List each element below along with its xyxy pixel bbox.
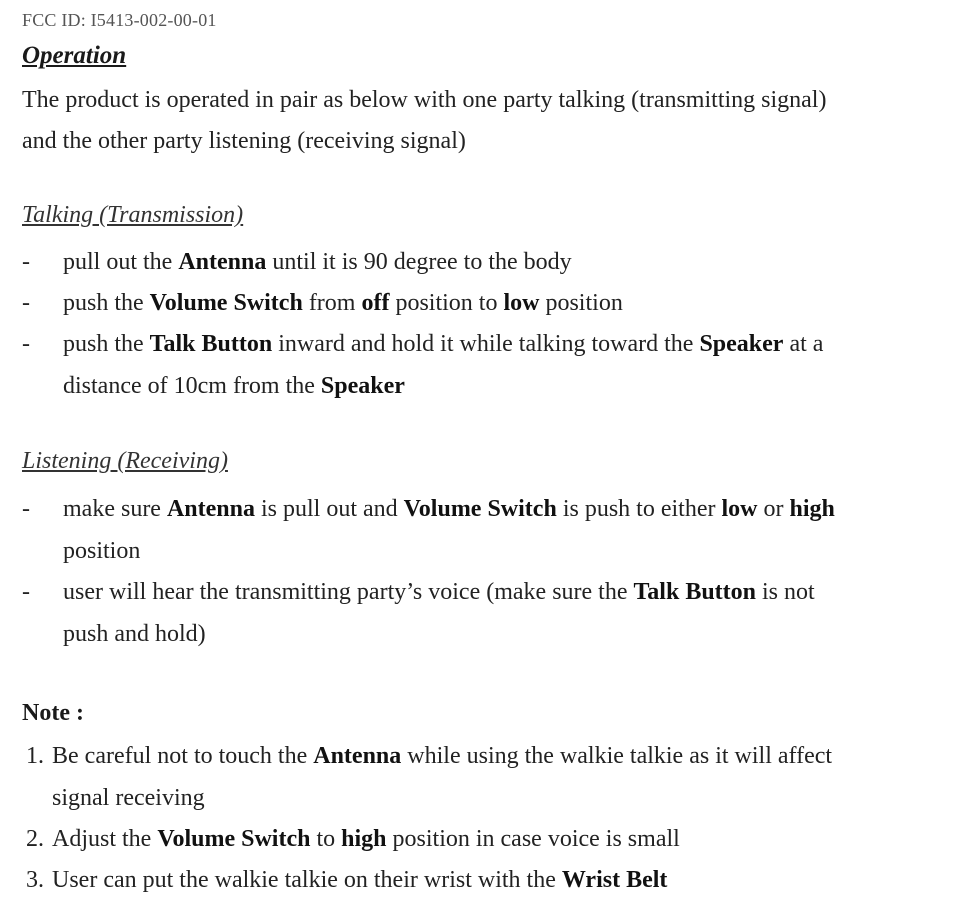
subsection-title-talking: Talking (Transmission) — [22, 202, 244, 228]
bullet-dash: - — [22, 249, 30, 275]
note-text: Be careful not to touch the Antenna while using the walkie talkie as it will affect signal receiving — [52, 743, 833, 811]
bullet-text: push the Talk Button inward and hold it while talking toward the Speaker at a distance of 10cm from the Speaker — [63, 331, 824, 399]
talking-bullet-3 — [22, 323, 952, 407]
section-title-operation: Operation — [22, 42, 127, 69]
bullet-text: user will hear the transmitting party’s voice (make sure the Talk Button is not push and hold) — [63, 579, 815, 647]
talking-bullet-2 — [22, 282, 952, 324]
fcc-id-label: FCC ID: I5413-002-00-01 — [22, 10, 217, 30]
note-item-1 — [26, 735, 952, 819]
bullet-dash: - — [22, 331, 30, 357]
intro-line-2: and the other party listening (receiving signal) — [22, 128, 466, 154]
note-number: 1. — [26, 743, 44, 769]
bullet-text: pull out the Antenna until it is 90 degree to the body — [63, 249, 572, 275]
bullet-dash: - — [22, 290, 30, 316]
listening-bullet-2 — [22, 571, 952, 655]
subsection-title-listening: Listening (Receiving) — [22, 448, 228, 474]
note-item-2 — [26, 818, 952, 860]
listening-bullet-1 — [22, 488, 952, 572]
note-item-3 — [26, 859, 952, 901]
talking-bullet-1 — [22, 241, 952, 283]
note-text: Adjust the Volume Switch to high position in case voice is small — [52, 826, 680, 852]
bullet-text: push the Volume Switch from off position to low position — [63, 290, 623, 316]
bullet-text: make sure Antenna is pull out and Volume Switch is push to either low or high position — [63, 496, 835, 564]
bullet-dash: - — [22, 579, 30, 605]
note-number: 3. — [26, 867, 44, 893]
note-number: 2. — [26, 826, 44, 852]
note-text: User can put the walkie talkie on their wrist with the Wrist Belt — [52, 867, 668, 893]
intro-paragraph — [22, 80, 952, 162]
bullet-dash: - — [22, 496, 30, 522]
intro-line-1: The product is operated in pair as below with one party talking (transmitting signal) — [22, 87, 827, 113]
note-title: Note : — [22, 700, 84, 726]
